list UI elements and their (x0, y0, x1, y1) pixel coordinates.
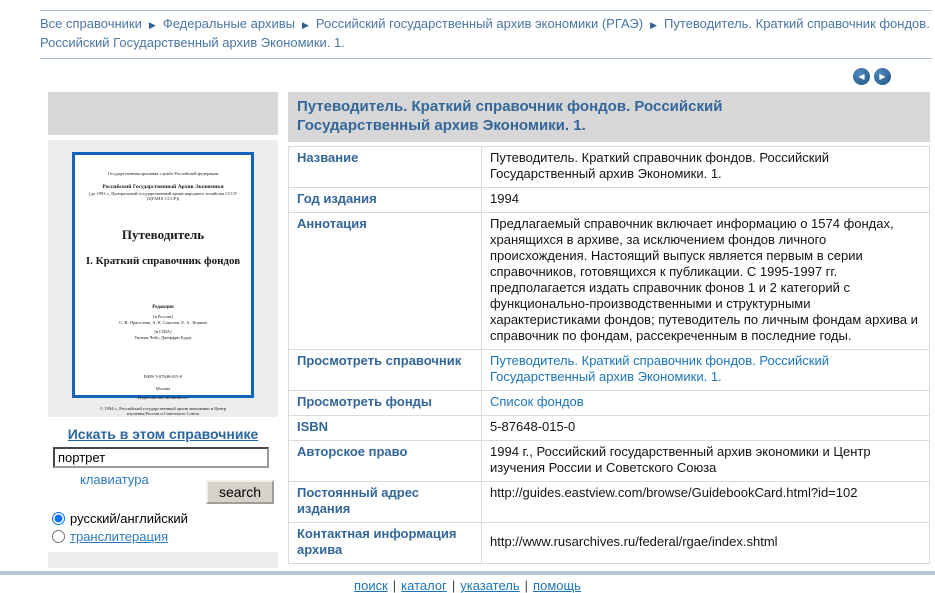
row-label-annotation: Аннотация (289, 213, 482, 350)
table-row (289, 188, 930, 213)
view-guide-link[interactable]: Путеводитель. Краткий справочник фондов. Российский Государственный архив Экономики. 1. (490, 353, 829, 384)
next-arrow-icon[interactable]: ▶ (874, 68, 891, 85)
row-label-view-fonds: Просмотреть фонды (289, 391, 482, 416)
main-panel (288, 92, 930, 564)
cover-subtitle: I. Краткий справочник фондов (85, 255, 241, 267)
search-in-guide-heading[interactable]: Искать в этом справочнике (67, 426, 259, 442)
row-label-copyright: Авторское право (289, 441, 482, 482)
row-label-isbn: ISBN (289, 416, 482, 441)
pagination-arrows (0, 68, 891, 85)
footer-link-help[interactable]: помощь (533, 578, 581, 593)
row-label-name: Название (289, 147, 482, 188)
radio-transliteration[interactable] (52, 530, 65, 543)
row-label-permanent-url: Постоянный адрес издания (289, 482, 482, 523)
book-cover (72, 152, 254, 416)
row-value-name: Путеводитель. Краткий справочник фондов. Российский Государственный архив Экономики. 1. (482, 147, 930, 188)
footer-link-index[interactable]: указатель (460, 578, 520, 593)
page-title: Путеводитель. Краткий справочник фондов. Российский Государственный архив Экономики. 1. (288, 92, 930, 142)
cover-copyright: © 1994 г., Российский государственный архив экономики и Центр изучения России и Советского Союза (99, 406, 227, 416)
cover-isbn: ISBN 5-87648-015-0 (143, 374, 183, 379)
cover-editors-heading: Редакция (152, 305, 174, 310)
breadcrumb-separator-icon: ▶ (148, 20, 156, 30)
fond-list-link[interactable]: Список фондов (490, 394, 584, 409)
book-cover-panel (48, 140, 278, 417)
sidebar-footer-block (48, 552, 278, 568)
cover-city: Москва (155, 386, 171, 391)
cover-editors-us: Уильям Чейз, Джеффри Бурдс (134, 335, 192, 340)
table-row (289, 350, 930, 391)
footer-link-catalog[interactable]: каталог (401, 578, 447, 593)
table-row (289, 482, 930, 523)
table-row (289, 391, 930, 416)
cover-editors-ru-label: [в России] (153, 314, 173, 319)
table-row (289, 147, 930, 188)
breadcrumb-link-all-guides[interactable]: Все справочники (40, 16, 142, 31)
footer-links: поиск | каталог | указатель | помощь (354, 578, 581, 593)
guidebook-properties-table (288, 146, 930, 564)
page-content (48, 92, 930, 568)
cover-title: Путеводитель (121, 227, 205, 242)
search-panel (48, 417, 278, 552)
cover-editors-ru: С. В. Прасолова, А. К. Соколов, Е. А. Тюрина (119, 320, 207, 325)
footer-link-search[interactable]: поиск (354, 578, 388, 593)
row-label-view-guide: Просмотреть справочник (289, 350, 482, 391)
row-value-view-fonds (482, 391, 930, 416)
transliteration-link[interactable]: транслитерация (70, 529, 169, 544)
cover-editors-us-label: [в США] (154, 329, 172, 334)
breadcrumb-separator-icon: ▶ (650, 20, 657, 30)
row-value-permanent-url: http://guides.eastview.com/browse/GuidebookCard.html?id=102 (482, 482, 930, 523)
breadcrumb-link-federal-archives[interactable]: Федеральные архивы (162, 16, 295, 31)
search-input[interactable] (53, 447, 269, 468)
cover-archive-name: Российский Государственный Архив Экономики (102, 184, 224, 190)
radio-russian-english[interactable] (52, 512, 65, 525)
breadcrumb-link-rgae[interactable]: Российский государственный архив экономики (РГАЭ) (315, 16, 644, 31)
row-value-year: 1994 (482, 188, 930, 213)
table-row (289, 213, 930, 350)
row-label-archive-contact: Контактная информация архива (289, 523, 482, 564)
keyboard-link[interactable]: клавиатура (80, 472, 149, 487)
table-row (289, 523, 930, 564)
breadcrumb (40, 10, 932, 59)
row-value-annotation: Предлагаемый справочник включает информацию о 1574 фондах, хранящихся в архиве, за исключением фондов личного происхождения. Настоящий выпуск является первым в серии справочников, готовящихся к публикации. С 1995-1997 гг. предполагается издать справочник фонов 1 и 2 категорий с функционально-производственными и структурными характеристиками фондов; путеводитель по личным фондам архива и справочник по фондам, рассекреченным в последние годы. (482, 213, 930, 350)
row-value-isbn: 5-87648-015-0 (482, 416, 930, 441)
sidebar-header-block (48, 92, 278, 135)
breadcrumb-separator-icon: ▶ (301, 20, 309, 30)
cover-publisher: Издательство «Благовест» (137, 395, 189, 400)
table-row (289, 416, 930, 441)
row-value-archive-contact: http://www.rusarchives.ru/federal/rgae/index.shtml (482, 523, 930, 564)
sidebar (48, 92, 278, 568)
row-label-year: Год издания (289, 188, 482, 213)
cover-agency-line: Государственная архивная служба Российской федерации (107, 171, 219, 176)
row-value-view-guide (482, 350, 930, 391)
search-button[interactable]: search (206, 480, 274, 504)
row-value-copyright: 1994 г., Российский государственный архив экономики и Центр изучения России и Советского Союза (482, 441, 930, 482)
radio-russian-english-label: русский/английский (70, 511, 188, 526)
table-row (289, 441, 930, 482)
previous-arrow-icon[interactable]: ◀ (853, 68, 870, 85)
breadcrumb-current-page: Путеводитель. Краткий справочник фондов. Российский Государственный архив Экономики. 1. (40, 16, 930, 50)
cover-archive-former-name: (до 1992 г., Центральный государственный архив народного хозяйства СССР (ЦГАНХ СССР)) (89, 191, 237, 201)
